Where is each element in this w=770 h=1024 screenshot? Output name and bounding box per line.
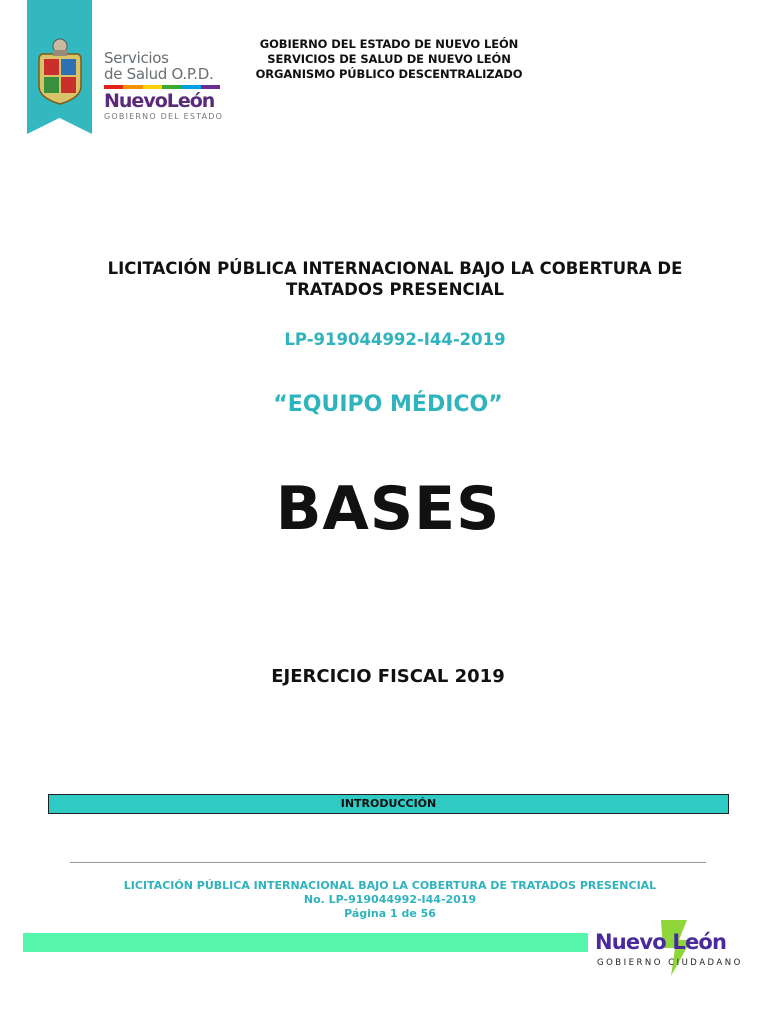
tender-subject: “EQUIPO MÉDICO” [273, 392, 503, 417]
servicios-salud-logo [104, 50, 234, 121]
brand-line-2: de Salud O.P.D. [104, 65, 214, 83]
nuevo-leon-ciudadano-logo [595, 918, 755, 980]
state-coat-of-arms-icon [35, 34, 85, 106]
document-heading: BASES [275, 474, 501, 544]
bottom-logo-subtitle: GOBIERNO CIUDADANO [597, 958, 743, 968]
header-text [236, 37, 542, 82]
document-title-line-1: LICITACIÓN PÚBLICA INTERNACIONAL BAJO LA COBERTURA DE [107, 259, 683, 278]
tender-number: LP-919044992-I44-2019 [284, 330, 506, 349]
section-introduccion: INTRODUCCIÓN [48, 794, 729, 814]
footer-line-2: No. LP-919044992-I44-2019 [303, 893, 477, 906]
footer-line-1: LICITACIÓN PÚBLICA INTERNACIONAL BAJO LA COBERTURA DE TRATADOS PRESENCIAL [123, 879, 657, 892]
footer-divider [70, 862, 706, 863]
fiscal-year: EJERCICIO FISCAL 2019 [271, 666, 505, 687]
header-line-3: ORGANISMO PÚBLICO DESCENTRALIZADO [255, 67, 523, 81]
header-line-2: SERVICIOS DE SALUD DE NUEVO LEÓN [267, 52, 511, 66]
document-title [60, 258, 730, 300]
brand-color-bar [104, 85, 220, 89]
document-title-line-2: TRATADOS PRESENCIAL [285, 280, 505, 299]
header-line-1: GOBIERNO DEL ESTADO DE NUEVO LEÓN [259, 37, 519, 51]
page-footer [60, 879, 720, 921]
footer-color-bar [23, 933, 588, 952]
bottom-logo-name: Nuevo León [595, 930, 727, 954]
brand-subtitle: GOBIERNO DEL ESTADO [104, 112, 224, 121]
brand-name: NuevoLeón [104, 90, 215, 112]
page-number: Página 1 de 56 [344, 907, 436, 920]
brand-line-1: Servicios [104, 49, 169, 67]
